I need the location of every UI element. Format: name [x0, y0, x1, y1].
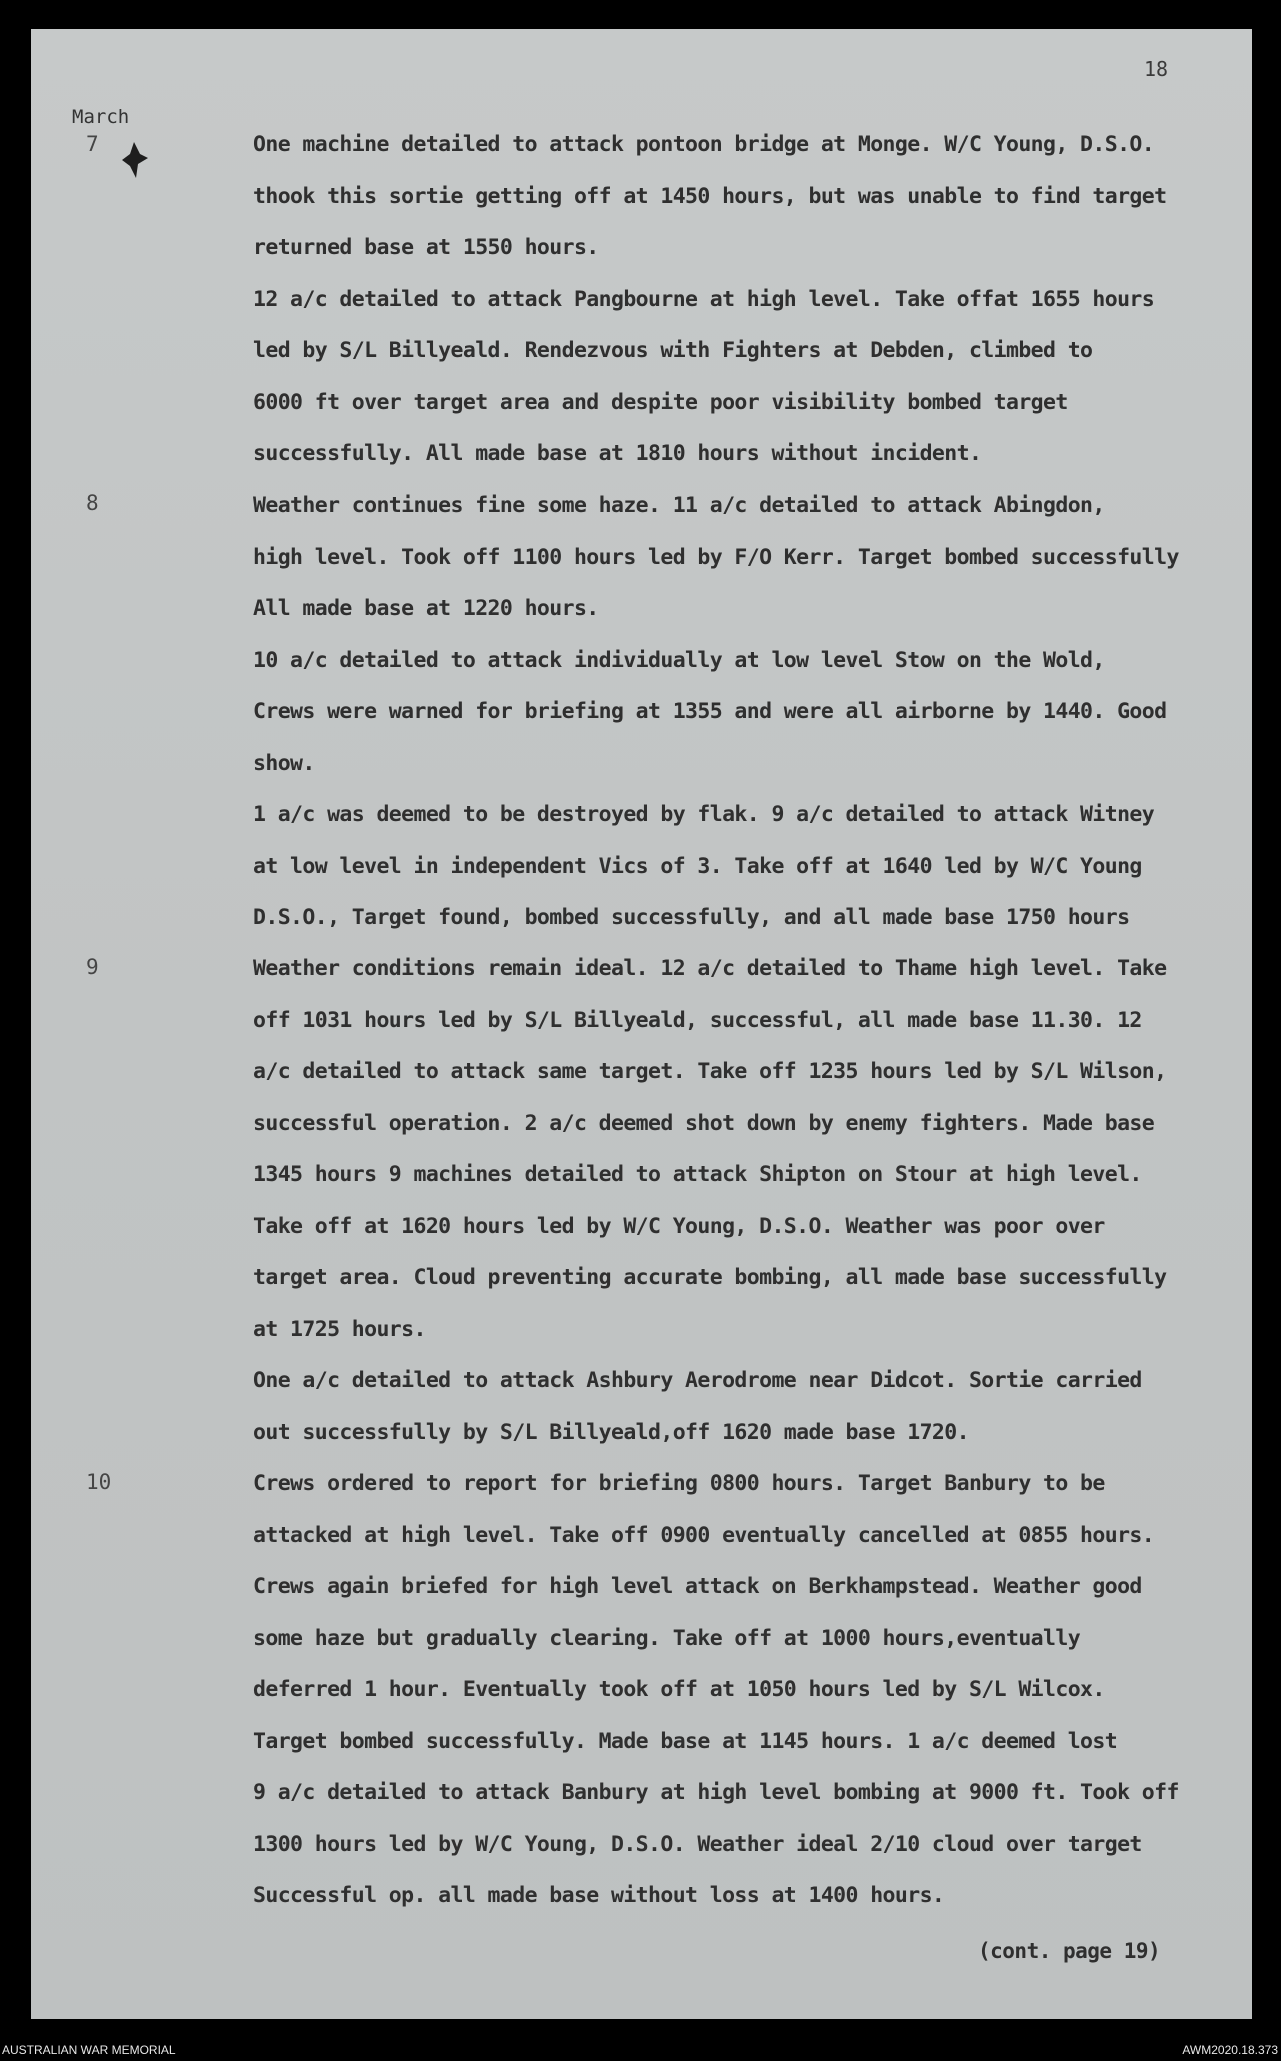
text-line: Crews again briefed for high level attack on Berkhampstead. Weather good	[253, 1574, 1142, 1599]
text-line: D.S.O., Target found, bombed successfully, and all made base 1750 hours	[253, 905, 1130, 930]
text-line: high level. Took off 1100 hours led by F/O Kerr. Target bombed successfully	[253, 544, 1179, 570]
text-line: 1345 hours 9 machines detailed to attack Shipton on Stour at high level.	[253, 1162, 1142, 1187]
day-label: 7	[86, 132, 99, 156]
text-line: target area. Cloud preventing accurate bombing, all made base successfully	[253, 1265, 1167, 1290]
text-line: attacked at high level. Take off 0900 eventually cancelled at 0855 hours.	[253, 1522, 1155, 1548]
text-line: thook this sortie getting off at 1450 hours, but was unable to find target	[253, 183, 1167, 209]
text-line: Successful op. all made base without loss at 1400 hours.	[253, 1883, 945, 1908]
text-line: 10 a/c detailed to attack individually at low level Stow on the Wold,	[253, 647, 1105, 673]
text-line: 12 a/c detailed to attack Pangbourne at high level. Take offat 1655 hours	[253, 286, 1155, 312]
text-line: at low level in independent Vics of 3. Take off at 1640 led by W/C Young	[253, 853, 1142, 879]
page-number: 18	[1144, 57, 1169, 81]
text-line: All made base at 1220 hours.	[253, 596, 599, 621]
day-label: 10	[86, 1470, 112, 1494]
text-line: successful operation. 2 a/c deemed shot down by enemy fighters. Made base	[253, 1110, 1155, 1136]
ink-blot-mark	[120, 140, 150, 180]
log-entry	[253, 480, 1248, 944]
text-line: 9 a/c detailed to attack Banbury at high level bombing at 9000 ft. Took off	[253, 1780, 1179, 1805]
text-line: Weather conditions remain ideal. 12 a/c detailed to Thame high level. Take	[253, 956, 1167, 981]
text-line: Target bombed successfully. Made base at 1145 hours. 1 a/c deemed lost	[253, 1728, 1118, 1754]
text-line: show.	[253, 750, 315, 776]
text-line: out successfully by S/L Billyeald,off 1620 made base 1720.	[253, 1419, 969, 1445]
text-line: One machine detailed to attack pontoon bridge at Monge. W/C Young, D.S.O.	[253, 132, 1155, 157]
footer-reference: AWM2020.18.373	[1182, 2043, 1278, 2057]
text-line: some haze but gradually clearing. Take off at 1000 hours,eventually	[253, 1625, 1081, 1651]
text-line: Crews were warned for briefing at 1355 and were all airborne by 1440. Good	[253, 699, 1167, 724]
text-line: Weather continues fine some haze. 11 a/c detailed to attack Abingdon,	[253, 493, 1105, 518]
footer-credit: AUSTRALIAN WAR MEMORIAL	[2, 2043, 176, 2057]
text-line: led by S/L Billyeald. Rendezvous with Fighters at Debden, climbed to	[253, 338, 1093, 363]
text-line: deferred 1 hour. Eventually took off at 1050 hours led by S/L Wilcox.	[253, 1677, 1105, 1702]
text-line: at 1725 hours.	[253, 1316, 426, 1342]
month-label: March	[72, 106, 130, 128]
text-line: a/c detailed to attack same target. Take off 1235 hours led by S/L Wilson,	[253, 1059, 1167, 1084]
text-line: 1 a/c was deemed to be destroyed by flak. 9 a/c detailed to attack Witney	[253, 802, 1155, 827]
continuation-note: (cont. page 19)	[978, 1939, 1161, 1963]
log-entry	[253, 119, 1248, 480]
text-line: 1300 hours led by W/C Young, D.S.O. Weather ideal 2/10 cloud over target	[253, 1831, 1142, 1857]
day-label: 9	[86, 955, 99, 979]
text-line: off 1031 hours led by S/L Billyeald, successful, all made base 11.30. 12	[253, 1007, 1142, 1033]
text-line: One a/c detailed to attack Ashbury Aerodrome near Didcot. Sortie carried	[253, 1368, 1142, 1393]
log-entry	[253, 1458, 1248, 1922]
text-line: 6000 ft over target area and despite poor visibility bombed target	[253, 389, 1068, 415]
text-line: Crews ordered to report for briefing 0800 hours. Target Banbury to be	[253, 1471, 1105, 1496]
day-label: 8	[86, 491, 99, 515]
text-line: Take off at 1620 hours led by W/C Young, D.S.O. Weather was poor over	[253, 1213, 1105, 1239]
log-entry	[253, 943, 1248, 1458]
text-line: successfully. All made base at 1810 hours without incident.	[253, 441, 982, 466]
text-line: returned base at 1550 hours.	[253, 235, 599, 260]
